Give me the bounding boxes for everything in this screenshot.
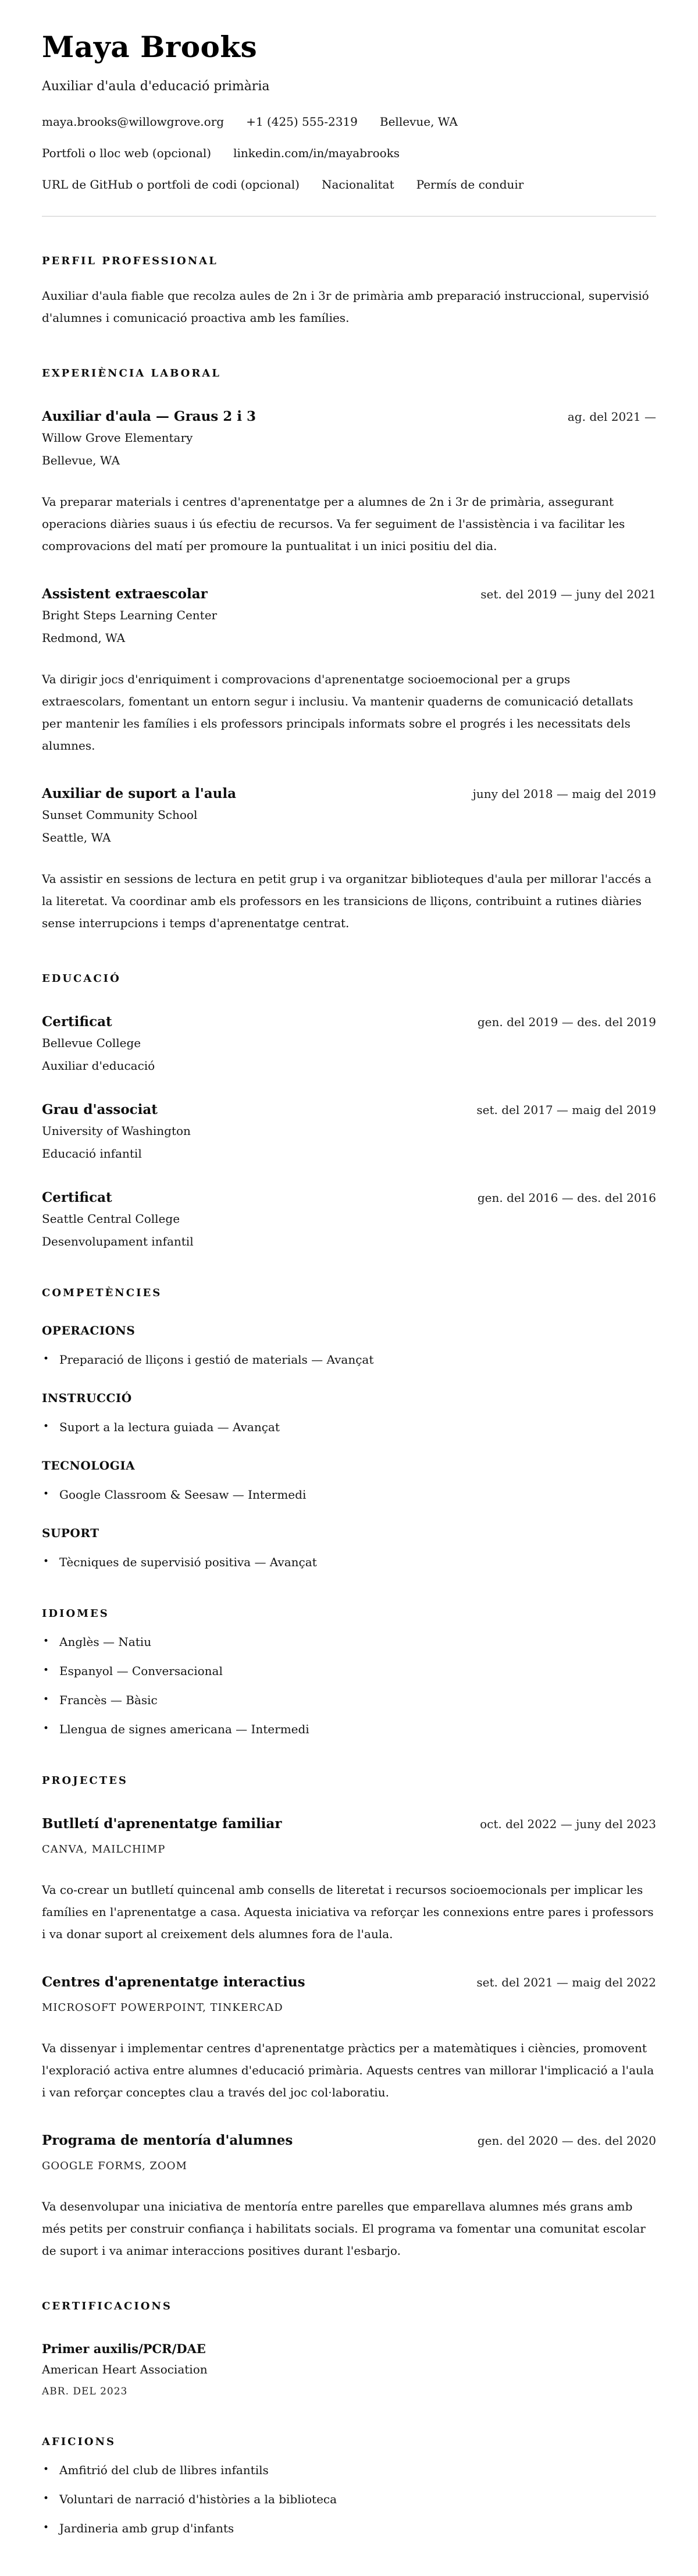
degree-title: Grau d'associat [42, 1101, 158, 1117]
hobbies-heading: AFICIONS [42, 2435, 116, 2448]
language-item: • Espanyol — Conversacional [42, 1664, 656, 1678]
certification-org: American Heart Association [42, 2362, 208, 2376]
job-entry-3-head [42, 786, 656, 801]
hobby-list [42, 2463, 656, 2535]
job-description: Va preparar materials i centres d'aprenentatge per a alumnes de 2n i 3r de primària, assegurant operacions diàries suaus i ús efectiu de recursos. Va fer seguiment de l'assistència i va facilitar les comprovacions del matí per promoure la puntualitat i un inici positiu del dia. [42, 494, 625, 553]
header-divider [42, 216, 656, 217]
project-description: Va dissenyar i implementar centres d'aprenentatge pràctics per a matemàtiques i ciències, promovent l'exploració activa entre alumnes d'educació primària. Aquests centres van millorar l'implicació a l'aula i van reforçar conceptes clau a través del joc col·laboratiu. [42, 2041, 654, 2099]
project-description: Va co-crear un butlletí quincenal amb consells de literetat i recursos socioemocionals per implicar les famílies en l'aprenentatge a casa. Aquesta iniciativa va reforçar les connexions entre pares i professors i va donar suport al creixement dels alumnes fora de l'aula. [42, 1882, 654, 1941]
section-profile [42, 255, 656, 329]
section-projects [42, 1775, 656, 2262]
section-skills [42, 1287, 656, 1569]
job-description: Va dirigir jocs d'enriquiment i comprovacions d'aprenentatge socioemocional per a grups extraescolars, fomentant un entorn segur i inclusiu. Va mantenir quaderns de comunicació detallats per mantenir les famílies i els professors principals informats sobre el progrés i les necessitats dels alumnes. [42, 672, 633, 753]
hobby-item: • Jardineria amb grup d'infants [42, 2521, 656, 2535]
job-entry-2-head [42, 586, 656, 602]
profile-text: Auxiliar d'aula fiable que recolza aules de 2n i 3r de primària amb preparació instruccional, supervisió d'alumnes i comunicació proactiva amb les famílies. [42, 288, 649, 325]
skill-list [42, 1555, 656, 1569]
job-dates: juny del 2018 — maig del 2019 [472, 786, 656, 801]
contact-block [42, 115, 656, 191]
project-entry-2 [42, 1974, 656, 2103]
job-company: Sunset Community School [42, 807, 198, 822]
degree-title: Certificat [42, 1013, 112, 1030]
field-of-study: Desenvolupament infantil [42, 1234, 194, 1248]
job-title: Auxiliar de suport a l'aula [42, 785, 237, 801]
job-location: Bellevue, WA [42, 453, 120, 467]
person-name: Maya Brooks [42, 30, 258, 64]
contact-portfolio-placeholder: Portfoli o lloc web (opcional) [42, 146, 212, 160]
section-education [42, 973, 656, 1248]
job-dates: set. del 2019 — juny del 2021 [480, 587, 656, 601]
job-dates: ag. del 2021 — [567, 409, 656, 424]
language-item: • Francès — Bàsic [42, 1693, 656, 1707]
contact-row-1 [42, 115, 656, 129]
section-hobbies [42, 2436, 656, 2535]
skill-category-technology [42, 1459, 656, 1502]
certification-title: Primer auxilis/PCR/DAE [42, 2341, 206, 2356]
hobby-item: • Amfitrió del club de llibres infantils [42, 2463, 656, 2477]
school-name: Bellevue College [42, 1035, 141, 1050]
person-job-title: Auxiliar d'aula d'educació primària [42, 79, 270, 94]
project-entry-3 [42, 2133, 656, 2262]
profile-heading: PERFIL PROFESSIONAL [42, 254, 218, 267]
contact-driving-license: Permís de conduir [416, 177, 524, 191]
hobby-item: • Voluntari de narració d'històries a la biblioteca [42, 2492, 656, 2506]
contact-phone: +1 (425) 555-2319 [246, 114, 358, 129]
project-title: Butlletí d'aprenentatge familiar [42, 1815, 282, 1832]
skill-item: • Google Classroom & Seesaw — Intermedi [42, 1488, 656, 1502]
skill-item: • Preparació de lliçons i gestió de materials — Avançat [42, 1353, 656, 1367]
certification-entry-1 [42, 2341, 656, 2397]
project-tools: GOOGLE FORMS, ZOOM [42, 2159, 187, 2172]
degree-title: Certificat [42, 1189, 112, 1205]
experience-heading: EXPERIÈNCIA LABORAL [42, 367, 221, 379]
field-of-study: Auxiliar d'educació [42, 1058, 155, 1073]
language-item: • Llengua de signes americana — Intermedi [42, 1722, 656, 1736]
project-entry-1-head [42, 1816, 656, 1832]
skill-category-name: INSTRUCCIÓ [42, 1390, 132, 1405]
job-description: Va assistir en sessions de lectura en petit grup i va organitzar biblioteques d'aula per millorar l'accés a la literetat. Va coordinar amb els professors en les transicions de lliçons, contribuint a rutines diàries sense interrupcions i temps d'aprenentatge centrat. [42, 871, 651, 930]
project-title: Programa de mentoría d'alumnes [42, 2132, 293, 2148]
job-title: Assistent extraescolar [42, 586, 208, 602]
contact-nationality: Nacionalitat [321, 177, 394, 191]
skill-list [42, 1420, 656, 1434]
section-languages [42, 1608, 656, 1736]
certifications-heading: CERTIFICACIONS [42, 2300, 172, 2312]
education-entry-1-head [42, 1014, 656, 1030]
education-dates: set. del 2017 — maig del 2019 [476, 1102, 656, 1117]
skill-category-support [42, 1526, 656, 1569]
skill-category-name: OPERACIONS [42, 1323, 136, 1337]
education-entry-3 [42, 1190, 656, 1248]
contact-row-2 [42, 146, 656, 160]
skill-category-operations [42, 1324, 656, 1367]
education-entry-2 [42, 1102, 656, 1161]
job-entry-1 [42, 409, 656, 557]
education-entry-3-head [42, 1190, 656, 1205]
job-company: Bright Steps Learning Center [42, 608, 218, 622]
education-entry-2-head [42, 1102, 656, 1117]
languages-heading: IDIOMES [42, 1607, 109, 1620]
project-description: Va desenvolupar una iniciativa de mentoría entre parelles que emparellava alumnes més grans amb més petits per construir confiança i habilitats socials. El programa va fomentar una comunitat escolar de suport i va animar interaccions positives durant l'esbarjo. [42, 2199, 646, 2258]
skill-item: • Tècniques de supervisió positiva — Avançat [42, 1555, 656, 1569]
project-entry-3-head [42, 2133, 656, 2148]
school-name: Seattle Central College [42, 1211, 180, 1226]
skill-category-name: SUPORT [42, 1525, 99, 1540]
job-entry-2 [42, 586, 656, 757]
education-dates: gen. del 2016 — des. del 2016 [477, 1190, 656, 1205]
contact-email: maya.brooks@willowgrove.org [42, 114, 225, 129]
project-dates: gen. del 2020 — des. del 2020 [477, 2133, 656, 2148]
field-of-study: Educació infantil [42, 1146, 142, 1161]
section-certifications [42, 2300, 656, 2397]
project-title: Centres d'aprenentatge interactius [42, 1974, 305, 1990]
job-title: Auxiliar d'aula — Graus 2 i 3 [42, 408, 257, 424]
project-dates: oct. del 2022 — juny del 2023 [480, 1816, 656, 1831]
project-tools: CANVA, MAILCHIMP [42, 1843, 166, 1855]
school-name: University of Washington [42, 1123, 191, 1138]
skills-heading: COMPETÈNCIES [42, 1286, 162, 1299]
contact-row-3 [42, 178, 656, 191]
language-list [42, 1635, 656, 1736]
job-entry-1-head [42, 409, 656, 424]
job-company: Willow Grove Elementary [42, 430, 193, 445]
language-item: • Anglès — Natiu [42, 1635, 656, 1649]
skill-list [42, 1353, 656, 1367]
section-experience [42, 367, 656, 934]
contact-location: Bellevue, WA [379, 114, 458, 129]
skill-item: • Suport a la lectura guiada — Avançat [42, 1420, 656, 1434]
project-dates: set. del 2021 — maig del 2022 [476, 1975, 656, 1989]
skill-list [42, 1488, 656, 1502]
project-entry-1 [42, 1816, 656, 1945]
certification-date: ABR. DEL 2023 [42, 2385, 128, 2397]
skill-category-name: TECNOLOGIA [42, 1458, 136, 1472]
resume-header [42, 30, 656, 191]
job-entry-3 [42, 786, 656, 934]
projects-heading: PROJECTES [42, 1774, 128, 1787]
project-entry-2-head [42, 1974, 656, 1990]
contact-github-placeholder: URL de GitHub o portfoli de codi (opcional) [42, 177, 300, 191]
project-tools: MICROSOFT POWERPOINT, TINKERCAD [42, 2001, 283, 2014]
education-heading: EDUCACIÓ [42, 972, 121, 985]
contact-linkedin: linkedin.com/in/mayabrooks [233, 146, 400, 160]
skill-category-instruction [42, 1391, 656, 1434]
job-location: Redmond, WA [42, 630, 126, 645]
education-entry-1 [42, 1014, 656, 1073]
education-dates: gen. del 2019 — des. del 2019 [477, 1014, 656, 1029]
job-location: Seattle, WA [42, 830, 111, 845]
